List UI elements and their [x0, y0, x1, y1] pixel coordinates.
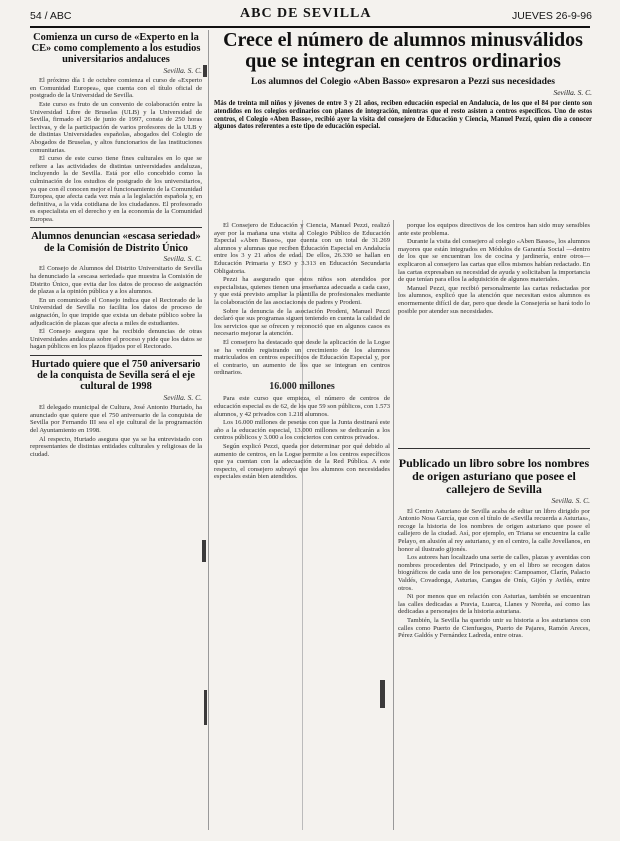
article-paragraph: porque los equipos directivos de los centros han sido muy sensibles ante este problema. — [398, 222, 590, 237]
issue-date: JUEVES 26-9-96 — [512, 10, 592, 22]
article-paragraph: El Consejero de Educación y Ciencia, Manuel Pezzi, realizó ayer por la mañana una visita al Colegio Público de Educación Especial «Aben Basso», que cuenta con un total de 31.269 alumnos y alumnas que reciben Educación Especial en Andalucía entre los 3 y 21 años de edad. De ellos, 26.330 se hallan en Educación Primaria y ESO y 3.313 en Educación Secundaria Obligatoria. — [214, 222, 390, 275]
left-column — [30, 32, 202, 832]
article-paragraph: El Consejo asegura que ha recibido denuncias de otras Universidades andaluzas sobre el proceso y pide que los datos se hagan públicos en los plazos fijados por el Rectorado. — [30, 328, 202, 351]
main-article-column — [398, 222, 590, 442]
article-paragraph: Sobre la denuncia de la asociación Prodeni, Manuel Pezzi declaró que sus programas siguen teniendo en cuenta la calidad de los servicios que se ofrecen y reconoció que en algunos casos es necesario mejorar la atención. — [214, 307, 390, 338]
article-byline: Sevilla. S. C. — [163, 65, 202, 75]
scan-smudge — [204, 690, 207, 725]
main-subheadline: Los alumnos del Colegio «Aben Basso» expresaron a Pezzi sus necesidades — [251, 76, 555, 87]
article-paragraph: Durante la visita del consejero al colegio «Aben Basso», los alumnos mayores que están integrados en Módulos de Garantía Social —dentro de los que se encuentran los de cocina y jardinería, entre otros— explicaron al consejero las cartas que ellos mismos habían redactado. En las cartas expresaban su necesidad de ayuda y solicitaban la importancia de que tenían para ellos la adquisición de algunos materiales. — [398, 238, 590, 284]
article-paragraph: Según explicó Pezzi, queda por determinar por qué debido al aumento de centros, en la Logse permite a los centros específicos que ya cuentan con la adecuación de la Red Pública. A este respecto, el consejero subrayó que los alumnos con necesidades especiales están bien atendidos. — [214, 443, 390, 481]
article-byline: Sevilla. S. C. — [551, 496, 590, 505]
article-paragraph: Los autores han localizado una serie de calles, plazas y avenidas con nombres procedentes del Principado, y en el libro se recogen datos biográficos de cada uno de los personajes: Campoamor, Clarín, Palacio Valdés, Covadonga, Asturias, Cangas de Onís, Gijón y Avilés, entre otros. — [398, 554, 590, 592]
article-paragraph: También, la Sevilla ha querido unir su historia a los asturianos con calles como Puerto de Cienfuegos, Puerto de Pajares, Ramón Areces, Pérez Galdós y Fernández Ladreda, entre otras. — [398, 616, 590, 640]
article-paragraph: El próximo día 1 de octubre comienza el curso de «Experto en Comunidad Europea», que cuenta con el título oficial de postgrado de la Universidad de Sevilla. — [30, 77, 202, 100]
article-paragraph: El consejero ha destacado que desde la aplicación de la Logse se ha venido registrando un crecimiento de los alumnos matriculados en centros específicos de Educación Especial y, por el contrario, un aumento de los que se integran en centros ordinarios. — [214, 338, 390, 377]
article-paragraph: Ni por menos que en relación con Asturias, también se encuentran las calles dedicadas a Pravia, Luarca, Llanes y Noreña, así como las dedicadas a personajes de la historia asturiana. — [398, 593, 590, 616]
article-paragraph: Los 16.000 millones de pesetas con que la Junta destinará este año a la educación especial, 13.000 millones se dedicarán a los centros públicos y 3.000 a los conciertos con centros privados. — [214, 419, 390, 442]
main-byline: Sevilla. S. C. — [553, 88, 592, 97]
column-divider — [393, 220, 394, 830]
scan-smudge — [203, 65, 207, 77]
page-number: 54 / ABC — [30, 10, 72, 22]
article-paragraph: El Centro Asturiano de Sevilla acaba de editar un libro dirigido por Antonio Nosa García, que con el título de «Sevilla recuerda a Asturias», recoge la historia de los nombres de origen asturiano que posee el callejero de la ciudad. Así, por ejemplo, en Triana se encuentra la calle Pelayo, en alusión al rey asturiano, y en el centro, la calle Jovellanos, en honor al ilustrado gijonés. — [398, 507, 590, 553]
article-paragraph: Pezzi ha asegurado que estos niños son atendidos por especialistas, quienes tienen una enseñanza adecuada a cada caso, y que está previsto ampliar la plantilla de profesionales mediante la colaboración de las asociaciones de padres y Prodeni. — [214, 276, 390, 306]
main-article-column — [214, 222, 390, 830]
header-rule — [30, 26, 590, 28]
article-headline: Hurtado quiere que el 750 aniversario de la conquista de Sevilla será el eje cultural de 1998 — [31, 359, 201, 393]
article-paragraph: Para este curso que empieza, el número de centros de educación especial es de 62, de los que 59 son públicos, con 1.573 alumnos, y 42 privados con 1.218 alumnos. — [214, 395, 390, 418]
article-headline: Alumnos denuncian «escasa seriedad» de la Comisión de Distrito Único — [31, 231, 201, 254]
article-paragraph: Manuel Pezzi, que recibió personalmente las cartas redactadas por los alumnos, explicó que la atención que necesitan estos alumnos es enormemente difícil de dar, pero que desde la Consejería se hará todo lo posible por atender sus necesidades. — [398, 284, 590, 315]
right-article — [398, 448, 590, 832]
article-paragraph: El delegado municipal de Cultura, José Antonio Hurtado, ha anunciado que quiere que el 750 aniversario de la conquista de Sevilla por Fernando III sea el eje cultural de la programación del Ayuntamiento en 1998. — [30, 404, 202, 434]
main-lead: Más de treinta mil niños y jóvenes de entre 3 y 21 años, reciben educación especial en Andalucía, de los que el 84 por ciento son atendidos en los colegios ordinarios con planes de integración, mientras que el resto asisten a centros específicos. Uno de estos centros, el Colegio «Aben Basso», recibió ayer la visita del consejero de Educación y Ciencia, Manuel Pezzi, quien dio a conocer algunos datos referentes a este tipo de educación especial. — [214, 100, 592, 131]
article-headline: Publicado un libro sobre los nombres de origen asturiano que posee el callejero de Sevilla — [398, 456, 590, 496]
article-paragraph: El Consejo de Alumnos del Distrito Universitario de Sevilla ha denunciado la «escasa seriedad» que muestra la Comisión de Distrito Único, que evita dar los datos de proceso de asignación de plazas a la opinión pública y a los alumnos. — [30, 265, 202, 296]
article-headline: Comienza un curso de «Experto en la CE» como complemento a los estudios universitarios andaluces — [31, 32, 201, 66]
article-byline: Sevilla. S. C. — [163, 253, 202, 263]
article-byline: Sevilla. S. C. — [163, 392, 202, 402]
article-paragraph: En un comunicado el Consejo indica que el Rectorado de la Universidad de Sevilla no facilita los datos de proceso de asignación, lo que impide que exista un debate público sobre la adjudicación de plazas que afecta a miles de estudiantes. — [30, 296, 202, 327]
scan-smudge — [380, 680, 385, 708]
newspaper-title: ABC DE SEVILLA — [240, 6, 372, 21]
article-paragraph: El curso de este curso tiene fines culturales en lo que se refiere a las actividades de distintas universidades andaluzas, incluyendo la de Sevilla. Está por ello concebido como la culminación de los estudios de postgrado de los universitarios, ya que con él conocen mejor el funcionamiento de la Comunidad Europea, que afecta cada vez más a la legislación española y, en definitiva, a la vida cotidiana de los ciudadanos. El profesorado es especialista en el derecho y en la economía de la Comunidad Europea. — [30, 155, 202, 223]
subhead-16000-millones: 16.000 millones — [269, 380, 335, 392]
scan-smudge — [202, 540, 206, 562]
article-paragraph: Este curso es fruto de un convenio de colaboración entre la Universidad Libre de Bruselas (ULB) y la Universidad de Sevilla, firmado el 26 de junio de 1997, consta de 250 horas lectivas, y de la participación de varios profesores de la ULB y de distintas Universidades españolas, abogados del Colegio de Abogados de Bruselas, y altos funcionarios de las instituciones comunitarias. — [30, 100, 202, 154]
main-headline: Crece el número de alumnos minusválidos que se integran en centros ordinarios — [223, 29, 583, 72]
article-paragraph: Al respecto, Hurtado asegura que ya se ha entrevistado con representantes de distintas entidades culturales y religiosas de la ciudad. — [30, 435, 202, 458]
main-article-header — [214, 30, 592, 131]
column-divider — [208, 30, 209, 830]
